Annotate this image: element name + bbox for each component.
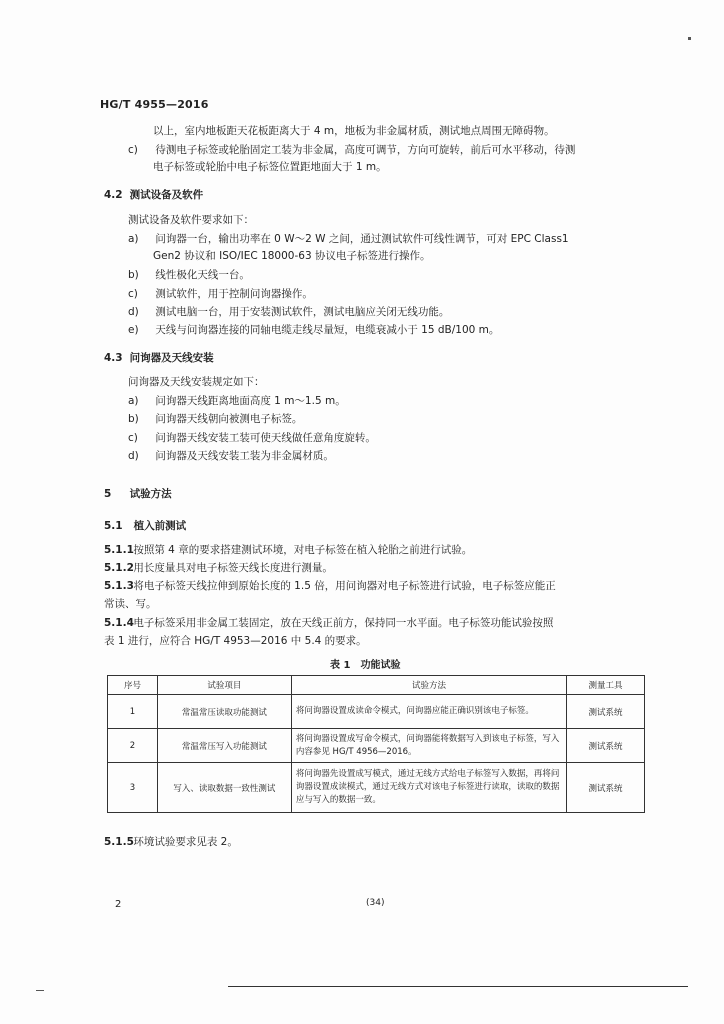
section-lead: 问询器及天线安装规定如下： — [128, 376, 265, 388]
list-item-e — [128, 323, 499, 337]
cell-tool: 测试系统 — [567, 695, 645, 729]
list-label: a) — [128, 395, 139, 407]
standard-header: HG/T 4955—2016 — [100, 98, 209, 111]
cell-tool: 测试系统 — [567, 729, 645, 763]
section-heading-5 — [104, 486, 172, 501]
clause-number: 5.1.5 — [104, 836, 134, 848]
clause-5-1-2 — [104, 561, 333, 575]
clause-5-1-3 — [104, 579, 556, 593]
section-title: 试验方法 — [129, 488, 172, 500]
table-row — [108, 729, 645, 763]
clause-text: 按照第 4 章的要求搭建测试环境，对电子标签在植入轮胎之前进行试验。 — [133, 544, 473, 556]
sheet-number: (34) — [366, 898, 385, 908]
list-item-b — [128, 412, 302, 426]
section-number: 5.1 — [104, 520, 123, 532]
list-text: 问询器天线安装工装可使天线做任意角度旋转。 — [155, 432, 376, 444]
section-number: 4.2 — [104, 189, 123, 201]
clause-5-1-4 — [104, 616, 553, 630]
clause-text: 用长度量具对电子标签天线长度进行测量。 — [133, 562, 333, 574]
cell-method: 将问询器设置成读命令模式，问询器应能正确识别该电子标签。 — [291, 695, 566, 729]
list-label: c) — [128, 144, 138, 156]
col-header-item: 试验项目 — [157, 676, 291, 695]
list-item-a — [128, 394, 346, 408]
section-number: 5 — [104, 488, 112, 500]
cell-tool: 测试系统 — [567, 763, 645, 813]
clause-text: 电子标签采用非金属工装固定，放在天线正前方，保持同一水平面。电子标签功能试验按照 — [133, 617, 554, 629]
page-number: 2 — [115, 899, 122, 910]
list-text: 天线与问询器连接的同轴电缆走线尽量短，电缆衰减小于 15 dB/100 m。 — [155, 324, 500, 336]
clause-number: 5.1.3 — [104, 580, 134, 592]
clause-number: 5.1.4 — [104, 617, 134, 629]
table-row — [108, 763, 645, 813]
clause-number: 5.1.2 — [104, 562, 134, 574]
clause-5-1-1 — [104, 543, 472, 557]
clause-text: 环境试验要求见表 2。 — [133, 836, 238, 848]
list-item-c — [128, 287, 313, 301]
cell-no: 1 — [108, 695, 158, 729]
clause-number: 5.1.1 — [104, 544, 134, 556]
clause-text: 将电子标签天线拉伸到原始长度的 1.5 倍，用问询器对电子标签进行试验，电子标签应能正 — [133, 580, 556, 592]
list-label: d) — [128, 306, 139, 318]
cell-item: 常温常压读取功能测试 — [157, 695, 291, 729]
list-item-b — [128, 268, 250, 282]
list-text-continued: 电子标签或轮胎中电子标签位置距地面大于 1 m。 — [153, 161, 387, 173]
section-title: 植入前测试 — [133, 520, 187, 532]
list-label: a) — [128, 233, 139, 245]
intro-line: 以上，室内地板距天花板距离大于 4 m，地板为非金属材质，测试地点周围无障碍物。 — [153, 125, 555, 137]
clause-5-1-5 — [104, 835, 238, 849]
list-item-c — [128, 431, 376, 445]
list-item-a — [128, 232, 569, 246]
clause-text-continued: 表 1 进行，应符合 HG/T 4953—2016 中 5.4 的要求。 — [104, 635, 367, 647]
list-label: c) — [128, 432, 138, 444]
section-number: 4.3 — [104, 352, 123, 364]
col-header-no: 序号 — [108, 676, 158, 695]
cell-method: 将问询器先设置成写模式，通过无线方式给电子标签写入数据，再将问询器设置成读模式，通过无线方式对该电子标签进行读取，读取的数据应与写入的数据一致。 — [291, 763, 566, 813]
edge-mark — [36, 990, 44, 991]
section-title: 问询器及天线安装 — [129, 352, 214, 364]
section-heading-4-2 — [104, 187, 203, 202]
col-header-method: 试验方法 — [291, 676, 566, 695]
function-test-table — [107, 675, 645, 813]
list-item-d — [128, 305, 449, 319]
clause-text-continued: 常读、写。 — [104, 598, 157, 610]
list-label: e) — [128, 324, 139, 336]
list-item-d — [128, 449, 334, 463]
section-title: 测试设备及软件 — [129, 189, 204, 201]
list-text: 问询器天线距离地面高度 1 m～1.5 m。 — [155, 395, 346, 407]
list-text: 问询器天线朝向被测电子标签。 — [155, 413, 303, 425]
cell-item: 写入、读取数据一致性测试 — [157, 763, 291, 813]
scan-speck — [688, 37, 691, 40]
list-text: 线性极化天线一台。 — [155, 269, 250, 281]
list-text: 测试软件，用于控制问询器操作。 — [155, 288, 313, 300]
list-text: 测试电脑一台，用于安装测试软件，测试电脑应关闭无线功能。 — [155, 306, 450, 318]
list-text: 问询器及天线安装工装为非金属材质。 — [155, 450, 334, 462]
cell-no: 2 — [108, 729, 158, 763]
table-row — [108, 695, 645, 729]
col-header-tool: 测量工具 — [567, 676, 645, 695]
section-heading-4-3 — [104, 350, 214, 365]
section-lead: 测试设备及软件要求如下： — [128, 214, 254, 226]
list-label: d) — [128, 450, 139, 462]
list-item-c — [128, 143, 575, 157]
list-text: 问询器一台，输出功率在 0 W～2 W 之间，通过测试软件可线性调节，可对 EPC Class1 — [155, 233, 569, 245]
list-label: b) — [128, 269, 139, 281]
cell-no: 3 — [108, 763, 158, 813]
table-header-row — [108, 676, 645, 695]
list-text: 待测电子标签或轮胎固定工装为非金属，高度可调节，方向可旋转，前后可水平移动，待测 — [155, 144, 576, 156]
table-caption: 表 1 功能试验 — [330, 660, 401, 671]
list-label: c) — [128, 288, 138, 300]
cell-method: 将问询器设置成写命令模式，问询器能将数据写入到该电子标签，写入内容参见 HG/T 4956—2016。 — [291, 729, 566, 763]
bottom-rule — [228, 986, 688, 987]
list-text-continued: Gen2 协议和 ISO/IEC 18000-63 协议电子标签进行操作。 — [153, 250, 431, 262]
section-heading-5-1 — [104, 518, 186, 533]
cell-item: 常温常压写入功能测试 — [157, 729, 291, 763]
list-label: b) — [128, 413, 139, 425]
